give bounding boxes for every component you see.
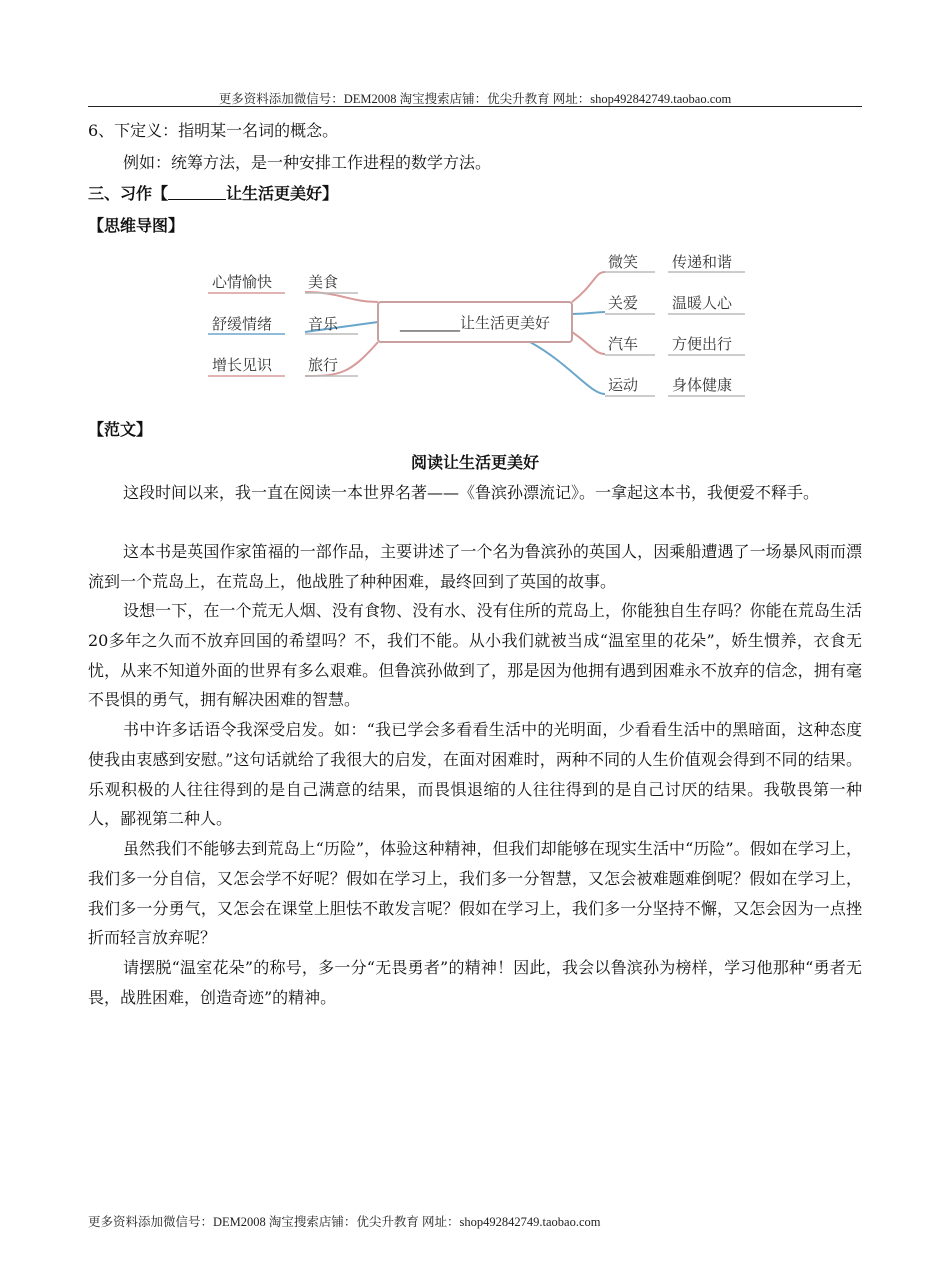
- branch-line-smile: [572, 272, 605, 302]
- branch-line-care: [572, 312, 605, 314]
- center-node-text: ________让生活更美好: [399, 314, 551, 332]
- essay-paragraph: 设想一下，在一个荒无人烟、没有食物、没有水、没有住所的荒岛上，你能独自生存吗？你能在荒岛生活20多年之久而不放弃回国的希望吗？不，我们不能。从小我们就被当成“温室里的花朵”，娇生惯养，衣食无忧，从来不知道外面的世界有多么艰难。但鲁滨孙做到了，那是因为他拥有遇到困难永不放弃的信念，拥有毫不畏惧的勇气，拥有解决困难的智慧。: [88, 601, 862, 710]
- essay-title: 阅读让生活更美好: [410, 453, 539, 472]
- topic-travel: 旅行: [308, 356, 339, 374]
- essay-label: 【范文】: [88, 420, 153, 439]
- essay-paragraph: 虽然我们不能够去到荒岛上“历险”，体验这种精神，但我们却能够在现实生活中“历险”。假如在学习上，我们多一分自信，又怎会学不好呢？假如在学习上，我们多一分智慧，又怎会被难题难倒呢？假如在学习上，我们多一分勇气，又怎会在课堂上胆怯不敢发言呢？假如在学习上，我们多一分坚持不懈，又怎会因为一点挫折而轻言放弃呢？: [88, 839, 862, 948]
- detail-smile: 传递和谐: [672, 253, 733, 271]
- definition-example: 例如：统筹方法，是一种安排工作进程的数学方法。: [123, 153, 492, 172]
- mindmap-label: 【思维导图】: [88, 216, 185, 235]
- mind-map: [200, 244, 760, 404]
- section-title-suffix: 让生活更美好】: [226, 184, 339, 203]
- header-divider: [88, 106, 862, 107]
- topic-food: 美食: [308, 273, 339, 291]
- page-footer: 更多资料添加微信号：DEM2008 淘宝搜索店铺：优尖升教育 网址：shop492842749.taobao.com: [88, 1215, 601, 1229]
- topic-music: 音乐: [308, 315, 339, 333]
- topic-sport: 运动: [608, 376, 639, 394]
- detail-travel: 增长见识: [212, 356, 273, 374]
- title-blank: [168, 185, 226, 200]
- detail-car: 方便出行: [672, 335, 733, 353]
- topic-car: 汽车: [608, 335, 639, 353]
- topic-care: 关爱: [608, 294, 639, 312]
- section-title-prefix: 三、习作【: [88, 184, 169, 203]
- essay-paragraph: 这本书是英国作家笛福的一部作品，主要讲述了一个名为鲁滨孙的英国人，因乘船遭遇了一场暴风雨而漂流到一个荒岛上，在荒岛上，他战胜了种种困难，最终回到了英国的故事。: [88, 542, 862, 591]
- essay-paragraph: 请摆脱“温室花朵”的称号，多一分“无畏勇者”的精神！因此，我会以鲁滨孙为榜样，学习他那种“勇者无畏，战胜困难，创造奇迹”的精神。: [88, 958, 862, 1007]
- detail-sport: 身体健康: [672, 376, 733, 394]
- detail-care: 温暖人心: [672, 294, 733, 312]
- detail-music: 舒缓情绪: [212, 315, 273, 333]
- detail-food: 心情愉快: [212, 273, 273, 291]
- topic-smile: 微笑: [608, 253, 639, 271]
- branch-line-car: [572, 332, 605, 354]
- section-title: [88, 184, 862, 204]
- essay-paragraph: 这段时间以来，我一直在阅读一本世界名著——《鲁滨孙漂流记》。一拿起这本书，我便爱不释手。: [123, 483, 820, 502]
- page-header: 更多资料添加微信号：DEM2008 淘宝搜索店铺：优尖升教育 网址：shop492842749.taobao.com: [218, 92, 732, 106]
- essay-paragraph: 书中许多话语令我深受启发。如：“我已学会多看看生活中的光明面，少看看生活中的黑暗面，这种态度使我由衷感到安慰。”这句话就给了我很大的启发，在面对困难时，两种不同的人生价值观会得到不同的结果。乐观积极的人往往得到的是自己满意的结果，而畏惧退缩的人往往得到的是自己讨厌的结果。我敬畏第一种人，鄙视第二种人。: [88, 720, 862, 829]
- definition-item-6: 6、下定义：指明某一名词的概念。: [88, 121, 339, 140]
